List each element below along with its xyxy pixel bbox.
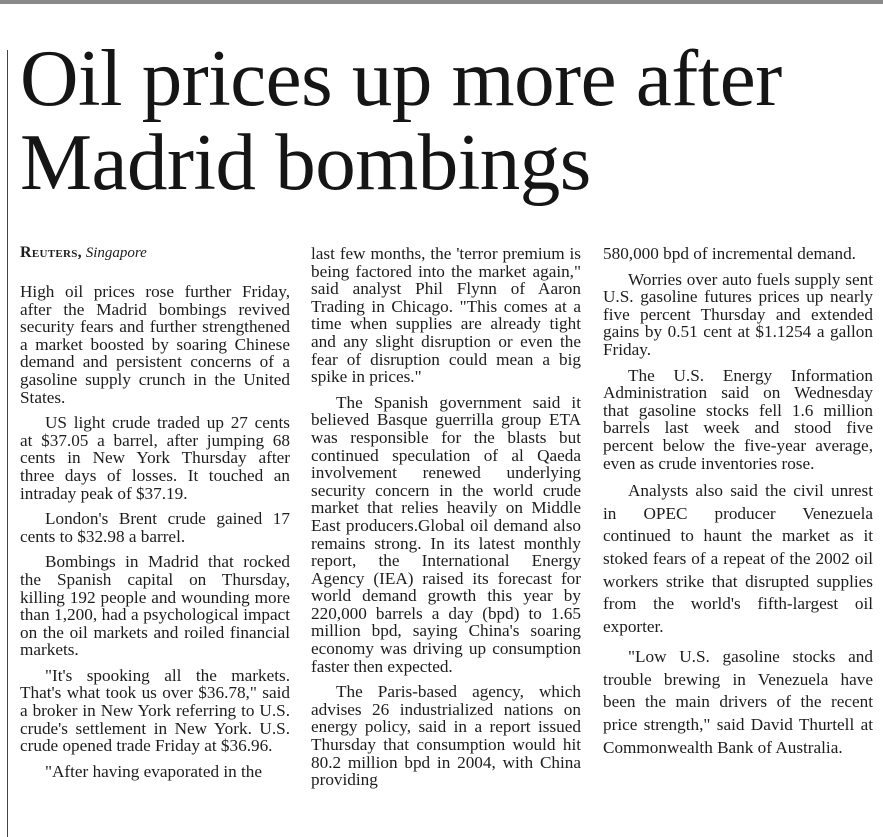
paragraph: "Low U.S. gasoline stocks and trouble brewing in Venezuela have been the main drivers of the recent price strength," said David Thurtell at Commonwealth Bank of Australia. <box>603 647 873 757</box>
headline: Oil prices up more after Madrid bombings <box>20 33 782 207</box>
article-column-2 <box>311 245 581 789</box>
paragraph: Analysts also said the civil unrest in OPEC producer Venezuela continued to haunt the market as it stoked fears of a repeat of the 2002 oil workers strike that disrupted supplies from the world's fifth-largest oil exporter. <box>603 481 873 636</box>
paragraph: "It's spooking all the markets. That's what took us over $36.78," said a broker in New York referring to U.S. crude's settlement in New York. U.S. crude opened trade Friday at $36.96. <box>20 665 290 756</box>
column-rule-left <box>7 50 8 837</box>
paragraph: The U.S. Energy Information Administration said on Wednesday that gasoline stocks fell 1.6 million barrels last week and stood five percent below the five-year average, even as crude inventories rose. <box>603 365 873 473</box>
byline <box>20 244 290 262</box>
paragraph: US light crude traded up 27 cents at $37.05 a barrel, after jumping 68 cents in New York Thursday after three days of losses. It touched an intraday peak of $37.19. <box>20 413 290 503</box>
paragraph: Worries over auto fuels supply sent U.S. gasoline futures prices up nearly five percent Thursday and extended gains by 0.51 cent at $1.1254 a gallon Friday. <box>603 269 873 359</box>
paragraph: The Spanish government said it believed Basque guerrilla group ETA was responsible for the blasts but continued speculation of al Qaeda involvement renewed underlying security concern in the world crude market that relies heavily on Middle East producers.Global oil demand also remains strong. In its latest monthly report, the International Energy Agency (IEA) raised its forecast for world demand growth this year by 220,000 barrels a day (bpd) to 1.65 million bpd, saying China's soaring economy was driving up consumption faster then expected. <box>311 392 581 676</box>
article-column-1 <box>20 244 290 780</box>
paragraph: The Paris-based agency, which advises 26 industrialized nations on energy policy, said in a report issued Thursday that consumption would hit 80.2 million bpd in 2004, with China providing <box>311 682 581 790</box>
paragraph: last few months, the 'terror premium is being factored into the market again," said analyst Phil Flynn of Aaron Trading in Chicago. "This comes at a time when supplies are already tight and any slight disruption or even the fear of disruption could mean a big spike in prices." <box>311 244 581 387</box>
article-column-3 <box>603 245 873 759</box>
top-rule <box>0 0 883 4</box>
paragraph: 580,000 bpd of incremental demand. <box>603 244 856 263</box>
paragraph: High oil prices rose further Friday, after the Madrid bombings revived security fears and further strengthened a market boosted by soaring Chinese demand and persistent concerns of a gasoline supply crunch in the United States. <box>20 282 290 407</box>
dateline: Singapore <box>85 245 147 261</box>
agency-name: Reuters, <box>20 244 82 261</box>
paragraph: "After having evaporated in the <box>45 761 263 781</box>
paragraph: London's Brent crude gained 17 cents to $32.98 a barrel. <box>20 509 290 546</box>
paragraph: Bombings in Madrid that rocked the Spanish capital on Thursday, killing 192 people and wounding more than 1,200, had a psychological impact on the oil markets and roiled financial markets. <box>20 552 290 660</box>
